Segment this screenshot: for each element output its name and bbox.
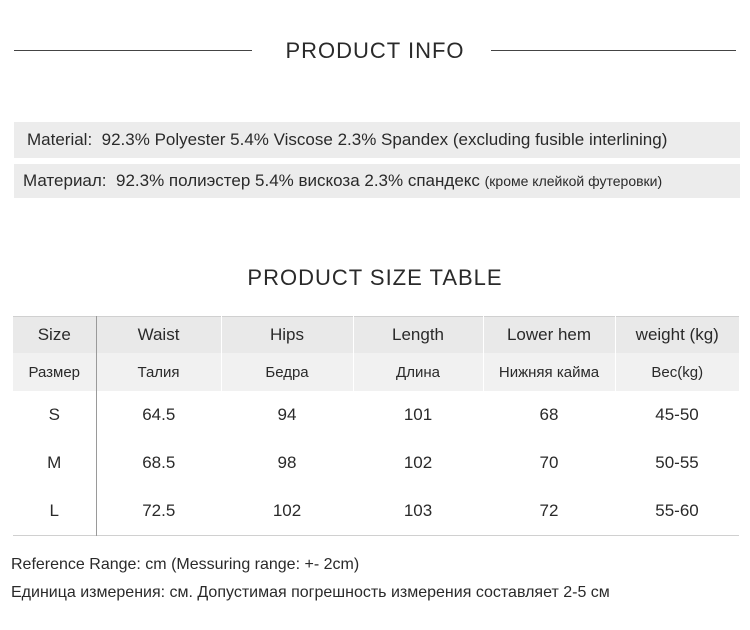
header-lower-hem-ru: Нижняя кайма: [483, 353, 615, 391]
reference-note-en: Reference Range: cm (Messuring range: +- 2cm): [11, 556, 360, 573]
length-cell: 102: [353, 439, 483, 487]
waist-cell: 68.5: [96, 439, 221, 487]
size-cell: S: [13, 391, 96, 439]
header-weight: weight (kg): [615, 317, 739, 354]
material-row-ru: [14, 164, 740, 198]
hips-cell: 98: [221, 439, 353, 487]
material-value-en: 92.3% Polyester 5.4% Viscose 2.3% Spandex (excluding fusible interlining): [101, 130, 668, 149]
table-row: [13, 391, 739, 439]
waist-cell: 72.5: [96, 487, 221, 536]
lower-hem-cell: 72: [483, 487, 615, 536]
size-cell: L: [13, 487, 96, 536]
size-table-header-ru: [13, 353, 739, 391]
material-value-ru: 92.3% полиэстер 5.4% вискоза 2.3% спандекс: [115, 171, 480, 190]
material-label-en: Material:: [27, 130, 93, 149]
lower-hem-cell: 70: [483, 439, 615, 487]
header-waist-ru: Талия: [96, 353, 221, 391]
header-divider-right: [491, 50, 736, 51]
reference-note-ru: Единица измерения: см. Допустимая погрешность измерения составляет 2-5 см: [11, 584, 610, 601]
header-length-ru: Длина: [353, 353, 483, 391]
header-waist: Waist: [96, 317, 221, 354]
size-table-header-en: [13, 317, 739, 354]
weight-cell: 55-60: [615, 487, 739, 536]
length-cell: 103: [353, 487, 483, 536]
material-row-en: [14, 122, 740, 158]
hips-cell: 94: [221, 391, 353, 439]
header-weight-ru: Вес(kg): [615, 353, 739, 391]
size-table-title: PRODUCT SIZE TABLE: [247, 265, 503, 290]
table-row: [13, 487, 739, 536]
header-hips-ru: Бедра: [221, 353, 353, 391]
hips-cell: 102: [221, 487, 353, 536]
header-size: Size: [13, 317, 96, 354]
header-lower-hem: Lower hem: [483, 317, 615, 354]
material-note-ru: (кроме клейкой футеровки): [484, 173, 663, 189]
table-row: [13, 439, 739, 487]
header-length: Length: [353, 317, 483, 354]
material-label-ru: Материал:: [23, 171, 107, 190]
lower-hem-cell: 68: [483, 391, 615, 439]
length-cell: 101: [353, 391, 483, 439]
product-info-title: PRODUCT INFO: [285, 38, 465, 63]
waist-cell: 64.5: [96, 391, 221, 439]
header-hips: Hips: [221, 317, 353, 354]
size-cell: M: [13, 439, 96, 487]
weight-cell: 45-50: [615, 391, 739, 439]
weight-cell: 50-55: [615, 439, 739, 487]
size-table: [13, 316, 739, 536]
header-size-ru: Размер: [13, 353, 96, 391]
